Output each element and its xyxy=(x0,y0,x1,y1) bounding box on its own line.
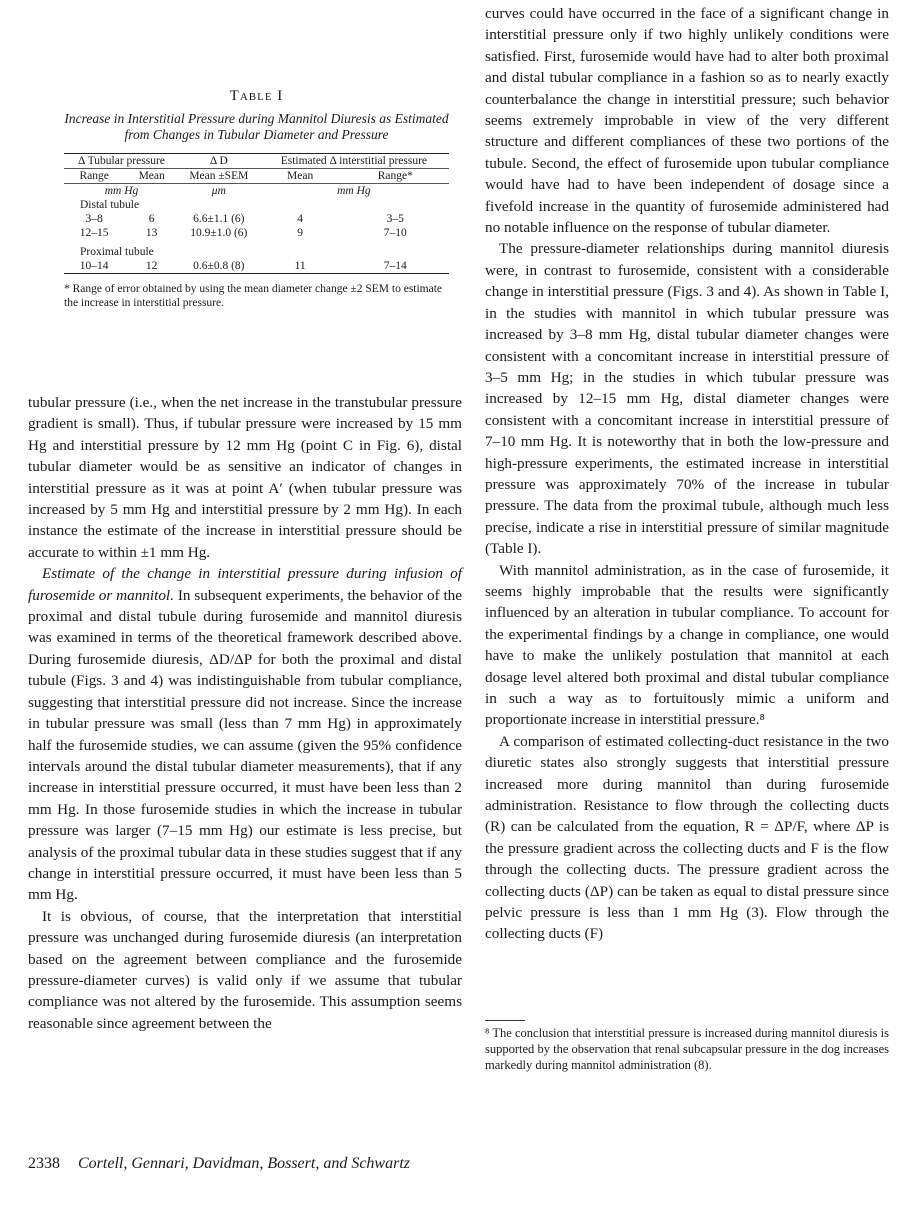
col-header: Mean ±SEM xyxy=(189,170,249,182)
unit: mm Hg xyxy=(104,185,139,197)
cell: 12 xyxy=(145,260,158,272)
cell: 10–14 xyxy=(79,260,109,272)
col-header: Mean xyxy=(287,170,314,182)
paragraph: tubular pressure (i.e., when the net increase in the transtubular pressure gradient is small). Thus, if tubular pressure were increased by 15 mm Hg and interstitial pressure by 12 mm Hg (point C in Fig. 6), distal tubular diameter would be as sensitive an indicator of changes in interstitial pressure as it was at point A′ (when tubular pressure was increased by 5 mm Hg and interstitial pressure by 2 mm Hg). In each instance the estimate of the increase in interstitial pressure should be accurate to within ±1 mm Hg. xyxy=(28,394,462,561)
paragraph xyxy=(28,563,462,906)
cell: 10.9±1.0 (6) xyxy=(190,227,248,239)
section-heading: Estimate of the change in interstitial pressure during infusion of furosemide or mannitol. xyxy=(28,565,462,604)
col-header: Range* xyxy=(377,170,413,182)
section-label: Proximal tubule xyxy=(80,246,154,258)
paragraph: It is obvious, of course, that the interpretation that interstitial pressure was unchanged during furosemide diuresis (an interpretation based on the agreement between compliance and the furosemide pressure-diameter curves) is valid only if we assume that tubular compliance was not altered by the furosemide. This assumption seems reasonable since agreement between the xyxy=(28,907,462,1032)
page-footer xyxy=(28,1155,410,1173)
cell: 11 xyxy=(294,260,306,272)
running-authors: Cortell, Gennari, Davidman, Bossert, and Schwartz xyxy=(78,1155,410,1172)
cell: 3–8 xyxy=(85,213,103,225)
footnote-divider xyxy=(485,1020,525,1021)
footnote: ⁸ The conclusion that interstitial pressure is increased during mannitol diuresis is supported by the observation that renal subcapsular pressure in the dog increases markedly during mannitol administration (8). xyxy=(485,1026,889,1072)
group-header: Δ Tubular pressure xyxy=(78,155,165,167)
paragraph: The pressure-diameter relationships during mannitol diuresis were, in contrast to furosemide, consistent with a considerable change in interstitial pressure (Figs. 3 and 4). As shown in Table I, in the studies with mannitol in which tubular pressure was increased by 3–8 mm Hg, distal tubular diameter changes were consistent with a concomitant increase in interstitial pressure of 3–5 mm Hg; in the studies in which tubular pressure was increased by 12–15 mm Hg, distal diameter changes were consistent with a concomitant increase in interstitial pressure of 7–10 mm Hg. It is noteworthy that in both the low-pressure and high-pressure experiments, the estimated increase in interstitial pressure was approximately 70% of the increase in tubular pressure. The data from the proximal tubule, although much less precise, indicate a rise in interstitial pressure of similar magnitude (Table I). xyxy=(485,240,889,558)
table-footnote: * Range of error obtained by using the mean diameter change ±2 SEM to estimate the increase in interstitial pressure. xyxy=(64,283,443,309)
table-title: Table I xyxy=(229,88,284,104)
section-label: Distal tubule xyxy=(80,199,140,211)
col-header: Range xyxy=(79,170,109,182)
table-row xyxy=(64,259,449,274)
cell: 6.6±1.1 (6) xyxy=(193,213,245,225)
cell: 7–14 xyxy=(383,260,407,272)
paragraph: curves could have occurred in the face of a significant change in interstitial pressure only if two highly unlikely conditions were satisfied. First, furosemide would have had to alter both proximal and distal tubular compliance in a fashion so as to nearly exactly counterbalance the change in interstitial pressure; such behavior seems extremely improbable in view of the very different structure and different compliances of these two portions of the tubule. Second, the effect of furosemide upon tubular compliance would have had to have been independent of dosage since a fivefold increase in the quantity of furosemide administered had no notable influence on the response of tubular diameter. xyxy=(485,5,889,237)
cell: 12–15 xyxy=(79,227,109,239)
table-row xyxy=(64,212,449,226)
col-header: Mean xyxy=(138,170,165,182)
cell: 4 xyxy=(297,213,303,225)
page-number: 2338 xyxy=(28,1155,60,1172)
table-1 xyxy=(64,88,449,310)
right-column xyxy=(485,3,889,945)
paragraph-text: In subsequent experiments, the behavior of the proximal and distal tubule during furosemide and mannitol diuresis was examined in terms of the theoretical framework described above. During furosemide diuresis, ΔD/ΔP for both the proximal and distal tubule (Figs. 3 and 4) was indistinguishable from tubular compliance, suggesting that interstitial pressure did not increase. Since the increase in tubular pressure was small (less than 7 mm Hg) in approximately half the furosemide studies, we can assume (given the 95% confidence intervals around the distal tubular diameter measurements), that if any increase in interstitial pressure occurred, it must have been less than 2 mm Hg. In those furosemide studies in which the increase in tubular pressure was larger (7–15 mm Hg) our estimate is less precise, but analysis of the proximal tubular data in these studies suggest that if any change in interstitial pressure occurred, it must have been less than 5 mm Hg. xyxy=(28,586,463,904)
cell: 7–10 xyxy=(383,227,407,239)
paragraph: A comparison of estimated collecting-duct resistance in the two diuretic states also strongly suggests that interstitial pressure increased more during mannitol than during furosemide administration. Resistance to flow through the collecting ducts (R) can be calculated from the equation, R = ΔP/F, where ΔP is the pressure gradient across the collecting ducts and F is the flow through the collecting ducts. The pressure gradient across the collecting ducts (ΔP) can be taken as equal to distal pressure since pelvic pressure is less than 1 mm Hg (3). Flow through the collecting ducts (F) xyxy=(485,732,889,943)
cell: 3–5 xyxy=(386,213,404,225)
cell: 13 xyxy=(145,227,158,239)
cell: 6 xyxy=(148,213,155,225)
group-header: Estimated Δ interstitial pressure xyxy=(280,155,428,167)
paragraph: With mannitol administration, as in the case of furosemide, it seems highly improbable that the results were significantly influenced by an alteration in tubular compliance. To account for the experimental findings by a change in compliance, one would have to make the unlikely postulation that mannitol at each dosage level altered both proximal and distal tubular compliance in such a way as to fortuitously mimic a uniform and proportionate increase in interstitial pressure.⁸ xyxy=(485,561,889,729)
table-caption: Increase in Interstitial Pressure during Mannitol Diuresis as Estimated from Changes in Tubular Diameter and Pressure xyxy=(64,111,449,142)
unit: mm Hg xyxy=(337,185,371,197)
left-column xyxy=(28,392,462,1034)
unit: μm xyxy=(211,185,226,197)
cell: 0.6±0.8 (8) xyxy=(193,260,245,272)
table-row xyxy=(64,226,449,240)
data-table xyxy=(64,153,449,276)
group-header: Δ D xyxy=(209,155,228,167)
cell: 9 xyxy=(297,227,303,239)
